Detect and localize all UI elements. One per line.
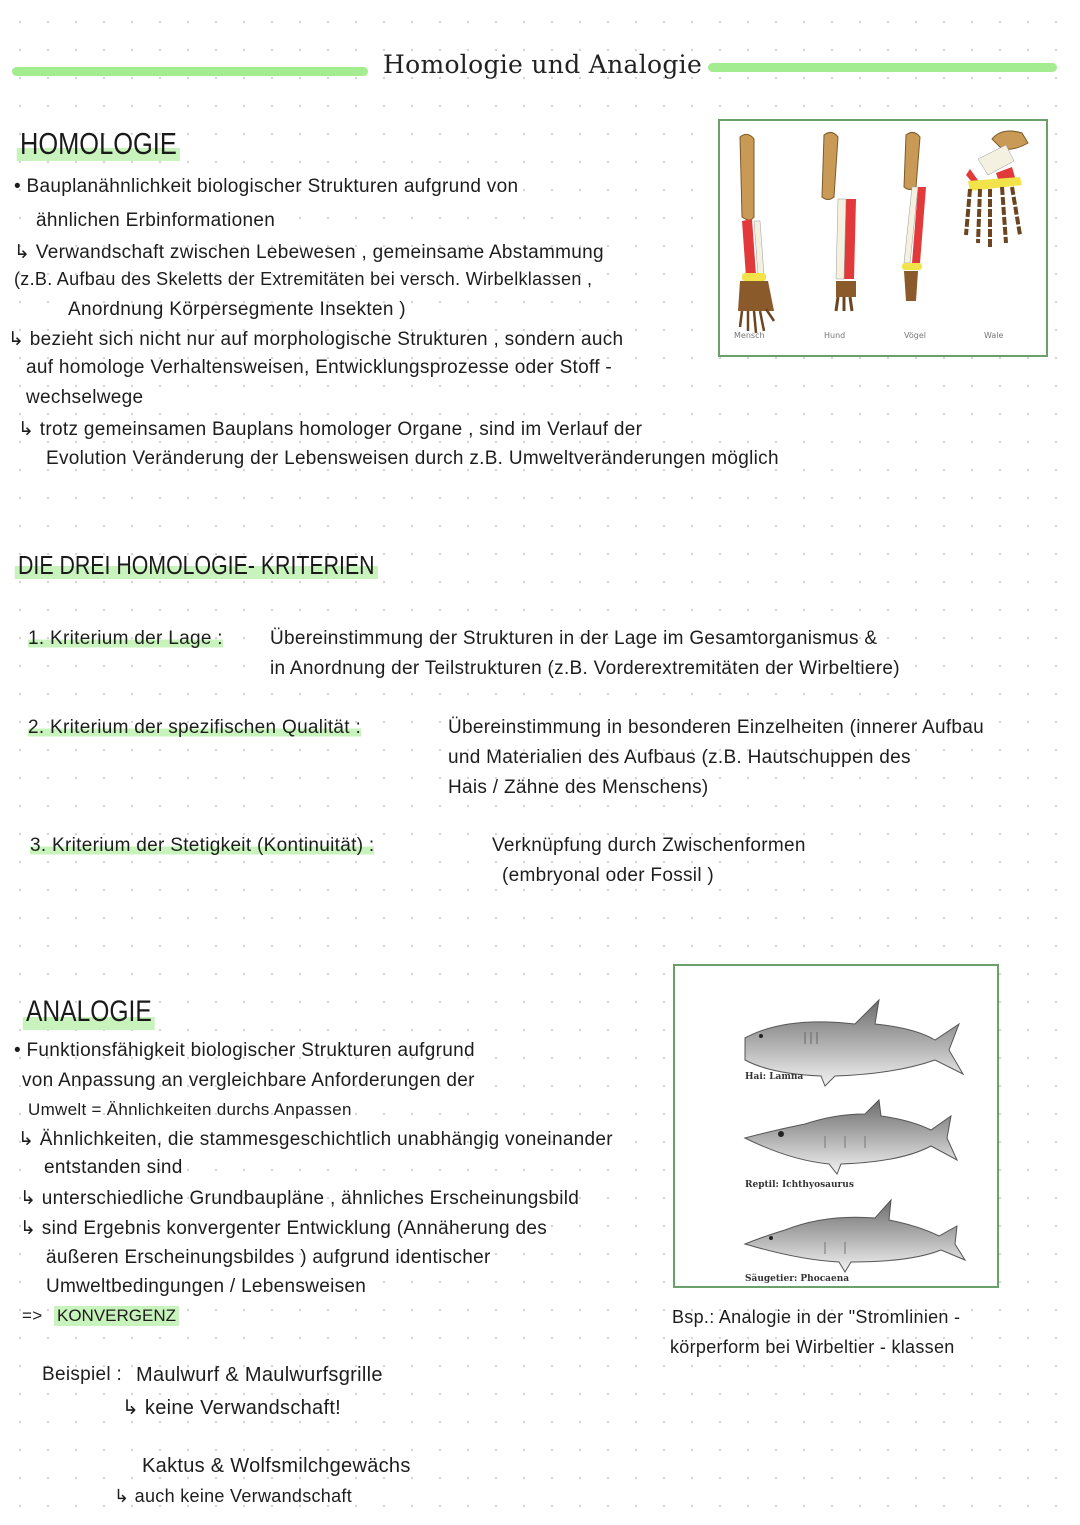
konvergenz-arrow: => [22, 1306, 43, 1325]
kriterien-heading [18, 550, 375, 581]
caption-saeugetier: Säugetier: Phocaena [745, 1274, 850, 1284]
kriterium-2-text-3: Hais / Zähne des Menschens) [448, 777, 709, 798]
kriterium-2-label-text: 2. Kriterium der spezifischen Qualität : [28, 717, 362, 738]
analogie-line-5: entstanden sind [44, 1157, 183, 1178]
analogie-line-2: von Anpassung an vergleichbare Anforderungen der [22, 1070, 475, 1091]
kriterium-2-text-1: Übereinstimmung in besonderen Einzelheiten (innerer Aufbau [448, 717, 984, 738]
page-title: Homologie und Analogie [383, 50, 703, 79]
kriterium-1-label [28, 628, 223, 650]
kriterium-1-text-1: Übereinstimmung der Strukturen in der Lage im Gesamtorganismus & [270, 628, 878, 649]
homologie-line-3: ↳ Verwandschaft zwischen Lebewesen , gemeinsame Abstammung [14, 242, 604, 263]
dog-leg-icon [822, 132, 856, 311]
figure-note-1: Bsp.: Analogie in der "Stromlinien - [672, 1307, 961, 1327]
figure-label-mensch: Mensch [734, 331, 765, 340]
streamline-figure [673, 964, 999, 1288]
kriterium-3-text-2: (embryonal oder Fossil ) [502, 865, 715, 886]
example-1-note: ↳ keine Verwandschaft! [122, 1397, 342, 1419]
ichthyosaur-icon [745, 1100, 957, 1174]
example-2-note: ↳ auch keine Verwandschaft [114, 1486, 353, 1506]
example-1: Maulwurf & Maulwurfsgrille [136, 1364, 383, 1386]
kriterium-2-text-2: und Materialien des Aufbaus (z.B. Hautschuppen des [448, 747, 911, 768]
kriterium-3-text-1: Verknüpfung durch Zwischenformen [492, 835, 806, 856]
analogie-line-3: Umwelt = Ähnlichkeiten durchs Anpassen [28, 1100, 352, 1119]
limb-skeleton-illustration [720, 121, 1046, 355]
homologie-line-4: (z.B. Aufbau des Skeletts der Extremitäten bei versch. Wirbelklassen , [14, 269, 593, 289]
homologie-heading-text: HOMOLOGIE [20, 126, 177, 161]
analogie-line-8: äußeren Erscheinungsbildes ) aufgrund identischer [46, 1247, 491, 1268]
caption-hai: Hai: Lamna [745, 1072, 804, 1082]
analogie-line-6: ↳ unterschiedliche Grundbaupläne , ähnliches Erscheinungsbild [20, 1188, 580, 1209]
homologie-heading [20, 126, 177, 162]
homologie-line-1: • Bauplanähnlichkeit biologischer Strukturen aufgrund von [14, 176, 519, 197]
porpoise-icon [745, 1200, 965, 1272]
kriterium-2-label [28, 717, 361, 739]
homologie-line-8: wechselwege [26, 387, 144, 408]
example-label: Beispiel : [42, 1364, 123, 1385]
limb-skeleton-figure [718, 119, 1048, 357]
kriterium-1-text-2: in Anordnung der Teilstrukturen (z.B. Vorderextremitäten der Wirbeltiere) [270, 658, 900, 679]
analogie-heading [26, 995, 152, 1029]
figure-label-voegel: Vögel [904, 331, 926, 340]
analogie-line-7: ↳ sind Ergebnis konvergenter Entwicklung (Annäherung des [20, 1218, 548, 1239]
bird-wing-icon [902, 132, 926, 301]
konvergenz-label: KONVERGENZ [54, 1306, 179, 1326]
human-arm-icon [738, 134, 774, 333]
whale-flipper-icon [966, 131, 1028, 247]
title-bar-right [708, 63, 1057, 72]
caption-reptil: Reptil: Ichthyosaurus [745, 1180, 854, 1190]
homologie-line-5: Anordnung Körpersegmente Insekten ) [68, 299, 406, 320]
homologie-line-9: ↳ trotz gemeinsamen Bauplans homologer Organe , sind im Verlauf der [18, 419, 643, 440]
kriterien-heading-text: DIE DREI HOMOLOGIE- KRITERIEN [18, 550, 375, 580]
analogie-heading-text: ANALOGIE [26, 995, 152, 1028]
example-2: Kaktus & Wolfsmilchgewächs [142, 1455, 411, 1477]
analogie-line-4: ↳ Ähnlichkeiten, die stammesgeschichtlich unabhängig voneinander [18, 1129, 613, 1150]
kriterium-3-label [30, 835, 374, 857]
homologie-line-2: ähnlichen Erbinformationen [36, 210, 276, 231]
analogie-line-1: • Funktionsfähigkeit biologischer Strukturen aufgrund [14, 1040, 475, 1061]
kriterium-1-label-text: 1. Kriterium der Lage : [28, 628, 223, 649]
streamline-illustration [675, 966, 997, 1286]
figure-label-hund: Hund [824, 331, 846, 340]
figure-label-wale: Wale [984, 331, 1004, 340]
homologie-line-6: ↳ bezieht sich nicht nur auf morphologische Strukturen , sondern auch [8, 329, 624, 350]
title-bar-left [12, 67, 368, 76]
analogie-line-9: Umweltbedingungen / Lebensweisen [46, 1276, 367, 1297]
kriterium-3-label-text: 3. Kriterium der Stetigkeit (Kontinuität) : [30, 835, 375, 856]
homologie-line-7: auf homologe Verhaltensweisen, Entwicklungsprozesse oder Stoff - [26, 357, 613, 378]
homologie-line-10: Evolution Veränderung der Lebensweisen durch z.B. Umweltveränderungen möglich [46, 448, 779, 469]
figure-note-2: körperform bei Wirbeltier - klassen [670, 1337, 955, 1357]
